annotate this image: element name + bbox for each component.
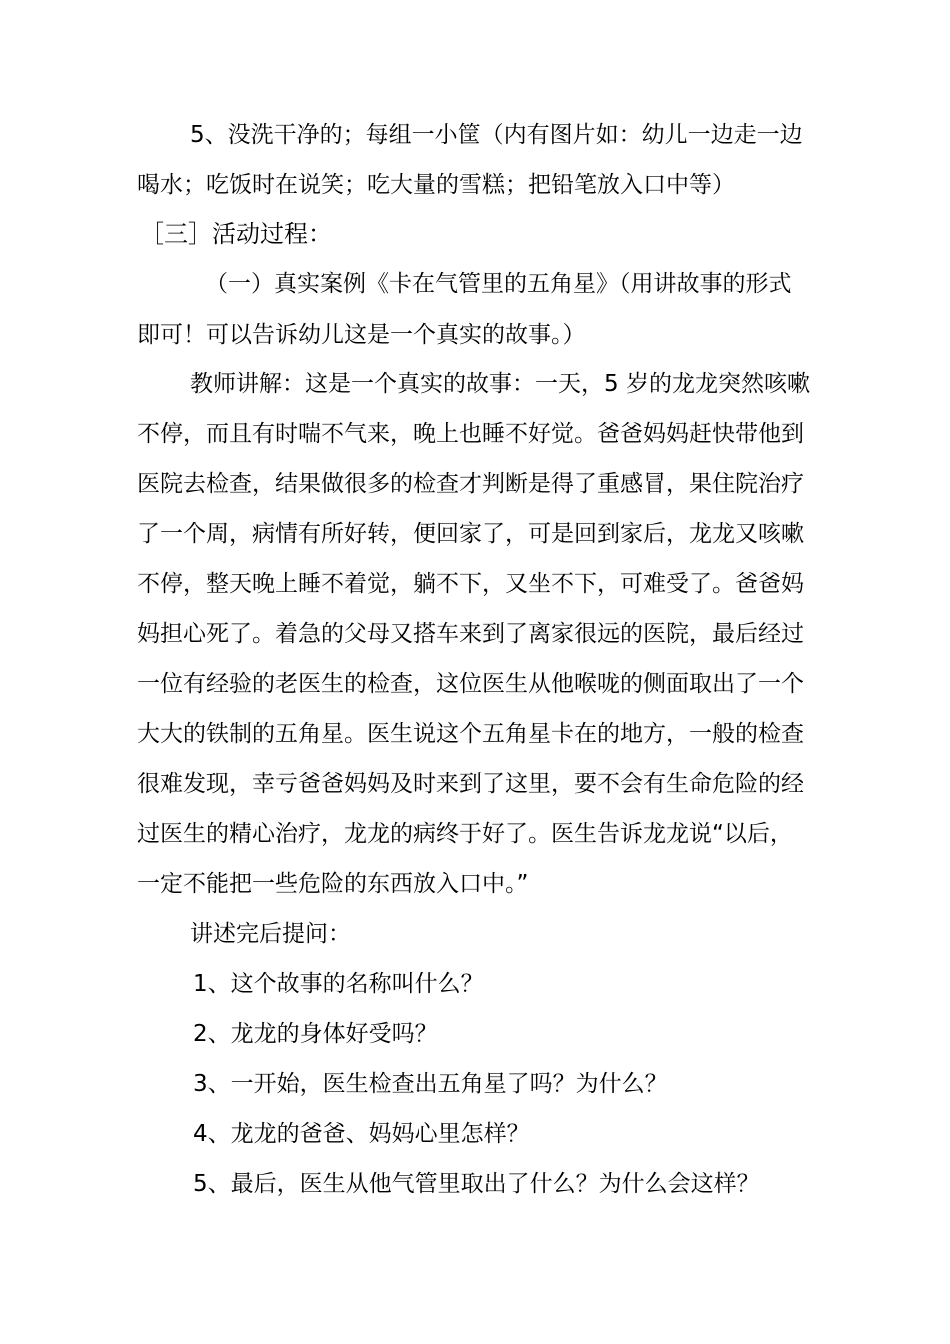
questions-intro: 讲述完后提问： — [190, 921, 351, 947]
story-line10: 过医生的精心治疗，龙龙的病终于好了。医生告诉龙龙说“以后， — [137, 821, 793, 847]
story-line2: 不停，而且有时喘不气来，晚上也睡不好觉。爸爸妈妈赶快带他到 — [137, 421, 804, 447]
story-line6: 妈担心死了。着急的父母又搭车来到了离家很远的医院，最后经过 — [137, 621, 804, 647]
part-one-line1: （一）真实案例《卡在气管里的五角星》（用讲故事的形式 — [205, 271, 792, 297]
story-line1: 教师讲解：这是一个真实的故事：一天，5 岁的龙龙突然咳嗽 — [190, 371, 810, 397]
story-line5: 不停，整天晚上睡不着觉，躺不下，又坐不下，可难受了。爸爸妈 — [137, 571, 804, 597]
question-item: 2、龙龙的身体好受吗？ — [193, 1021, 438, 1047]
story-line3: 医院去检查，结果做很多的检查才判断是得了重感冒，果住院治疗 — [137, 471, 804, 497]
part-one-line2: 即可！可以告诉幼儿这是一个真实的故事。） — [137, 322, 586, 348]
story-line8: 大大的铁制的五角星。医生说这个五角星卡在的地方，一般的检查 — [137, 721, 804, 747]
story-line7: 一位有经验的老医生的检查，这位医生从他喉咙的侧面取出了一个 — [137, 671, 804, 697]
section-heading: ［三］活动过程： — [140, 220, 332, 248]
story-line4: 了一个周，病情有所好转，便回家了，可是回到家后，龙龙又咳嗽 — [137, 521, 804, 547]
materials-item5-line1: 5、没洗干净的；每组一小筐（内有图片如：幼儿一边走一边 — [190, 122, 803, 148]
story-line11: 一定不能把一些危险的东西放入口中。” — [137, 871, 529, 897]
story-line9: 很难发现，幸亏爸爸妈妈及时来到了这里，要不会有生命危险的经 — [137, 771, 804, 797]
question-item: 5、最后，医生从他气管里取出了什么？为什么会这样？ — [193, 1171, 760, 1197]
question-item: 3、一开始，医生检查出五角星了吗？为什么？ — [193, 1071, 668, 1097]
question-item: 1、这个故事的名称叫什么？ — [193, 971, 484, 997]
question-item: 4、龙龙的爸爸、妈妈心里怎样？ — [193, 1121, 530, 1147]
materials-item5-line2: 喝水；吃饭时在说笑；吃大量的雪糕；把铅笔放入口中等） — [137, 172, 735, 198]
